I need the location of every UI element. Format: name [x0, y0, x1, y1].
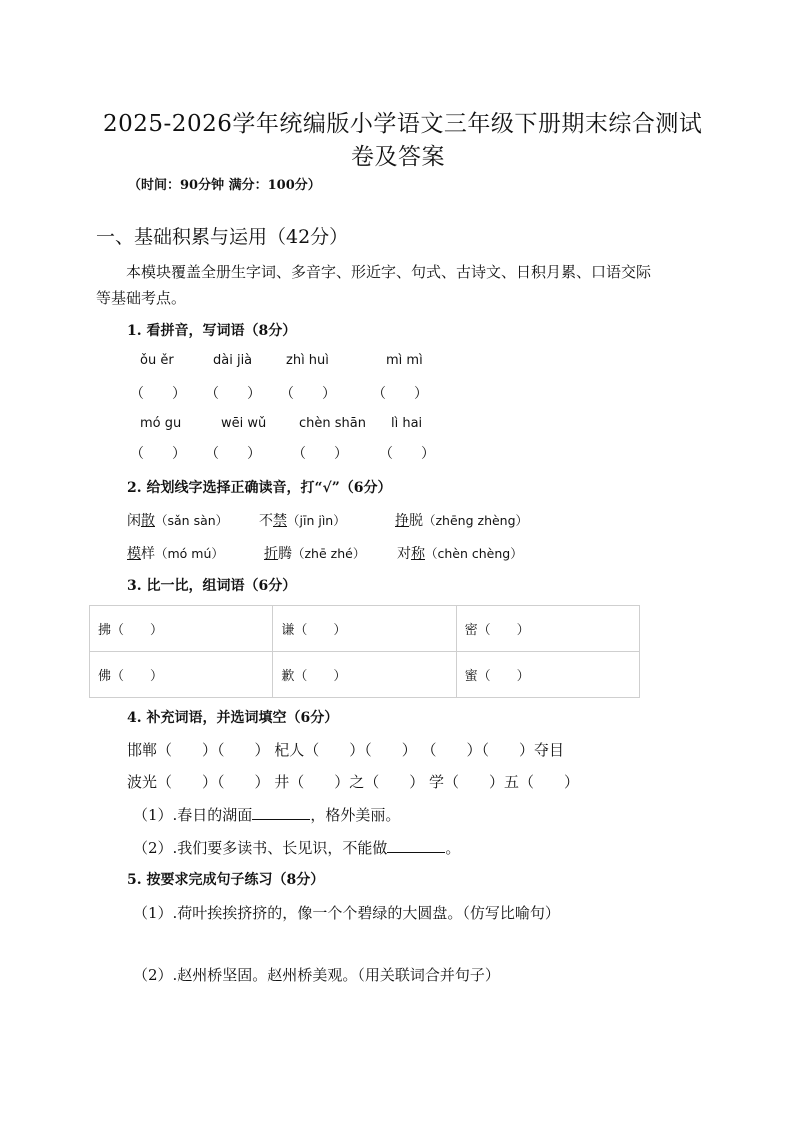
underlined-char: 散 — [141, 513, 155, 529]
underlined-char: 模 — [127, 546, 141, 562]
table-cell[interactable]: 佛（ ） — [90, 652, 273, 698]
table-cell[interactable]: 蜜（ ） — [456, 652, 639, 698]
section-intro-line2: 等基础考点。 — [96, 289, 187, 307]
fill-sentence-2 — [133, 837, 460, 858]
idiom-line-2[interactable]: 波光（ ）（ ） 井（ ）之（ ） 学（ ）五（ ） — [127, 773, 580, 791]
answer-blank[interactable]: （ ） — [372, 386, 428, 402]
section-intro-line1: 本模块覆盖全册生字词、多音字、形近字、句式、古诗文、日积月累、口语交际 — [126, 263, 652, 281]
word-suffix: 腾 — [278, 546, 292, 562]
page-title-line1: 2025-2026学年统编版小学语文三年级下册期末综合测试 — [103, 111, 703, 137]
pinyin-3: zhì huì — [286, 353, 329, 368]
question-1-title: 1. 看拼音，写词语（8分） — [127, 323, 297, 339]
answer-blank[interactable]: （ ） — [205, 386, 261, 402]
section-heading: 一、基础积累与运用（42分） — [96, 226, 349, 248]
answer-blank[interactable]: （ ） — [130, 446, 186, 462]
pinyin-6: wēi wǔ — [221, 416, 267, 431]
answer-line[interactable] — [252, 805, 310, 820]
pinyin-options: （chèn chèng） — [425, 546, 523, 561]
question-2-title: 2. 给划线字选择正确读音，打“√”（6分） — [127, 480, 392, 496]
reading-choice[interactable] — [127, 510, 228, 530]
sentence-text: （2）.我们要多读书、长见识，不能做 — [133, 839, 388, 857]
pinyin-8: lì hai — [391, 416, 423, 431]
word-suffix: 脱 — [409, 513, 423, 529]
pinyin-7: chèn shān — [299, 416, 366, 431]
exam-meta: （时间：90分钟 满分：100分） — [128, 178, 321, 193]
pinyin-options: （sǎn sàn） — [155, 513, 229, 528]
table-cell[interactable]: 拂（ ） — [90, 606, 273, 652]
pinyin-options: （jīn jìn） — [287, 513, 346, 528]
answer-blank[interactable]: （ ） — [280, 386, 336, 402]
question-4-title: 4. 补充词语，并选词填空（6分） — [127, 710, 339, 726]
idiom-line-1[interactable]: 邯郸（ ）（ ） 杞人（ ）（ ） （ ）（ ）夺目 — [127, 741, 565, 759]
answer-line[interactable] — [387, 838, 445, 853]
compare-table — [89, 605, 640, 698]
underlined-char: 禁 — [273, 513, 287, 529]
question-5-title: 5. 按要求完成句子练习（8分） — [127, 872, 325, 888]
table-cell[interactable]: 密（ ） — [456, 606, 639, 652]
answer-blank[interactable]: （ ） — [379, 446, 435, 462]
reading-choice[interactable] — [127, 543, 224, 563]
pinyin-options: （zhē zhé） — [292, 546, 366, 561]
page-title-line2: 卷及答案 — [351, 144, 445, 170]
underlined-char: 折 — [264, 546, 278, 562]
word-prefix: 闲 — [127, 513, 141, 529]
answer-blank[interactable]: （ ） — [130, 386, 186, 402]
sentence-exercise-1: （1）.荷叶挨挨挤挤的，像一个个碧绿的大圆盘。（仿写比喻句） — [133, 904, 560, 922]
table-cell[interactable]: 谦（ ） — [273, 606, 456, 652]
pinyin-4: mì mì — [386, 353, 423, 368]
pinyin-options: （mó mú） — [155, 546, 224, 561]
fill-sentence-1 — [133, 804, 400, 825]
sentence-text: ，格外美丽。 — [310, 806, 401, 824]
table-row — [90, 606, 640, 652]
underlined-char: 挣 — [395, 513, 409, 529]
pinyin-1: ǒu ěr — [140, 353, 174, 368]
question-3-title: 3. 比一比，组词语（6分） — [127, 578, 297, 594]
pinyin-5: mó gu — [140, 416, 182, 431]
pinyin-2: dài jià — [213, 353, 253, 368]
table-row — [90, 652, 640, 698]
word-suffix: 样 — [141, 546, 155, 562]
reading-choice[interactable] — [395, 510, 528, 530]
answer-blank[interactable]: （ ） — [292, 446, 348, 462]
sentence-exercise-2: （2）.赵州桥坚固。赵州桥美观。（用关联词合并句子） — [133, 966, 500, 984]
reading-choice[interactable] — [259, 510, 346, 530]
word-prefix: 对 — [397, 546, 411, 562]
reading-choice[interactable] — [397, 543, 523, 563]
table-cell[interactable]: 歉（ ） — [273, 652, 456, 698]
underlined-char: 称 — [411, 546, 425, 562]
pinyin-options: （zhēng zhèng） — [423, 513, 529, 528]
sentence-text: 。 — [445, 839, 461, 857]
reading-choice[interactable] — [264, 543, 365, 563]
word-prefix: 不 — [259, 513, 273, 529]
sentence-text: （1）.春日的湖面 — [133, 806, 253, 824]
answer-blank[interactable]: （ ） — [205, 446, 261, 462]
